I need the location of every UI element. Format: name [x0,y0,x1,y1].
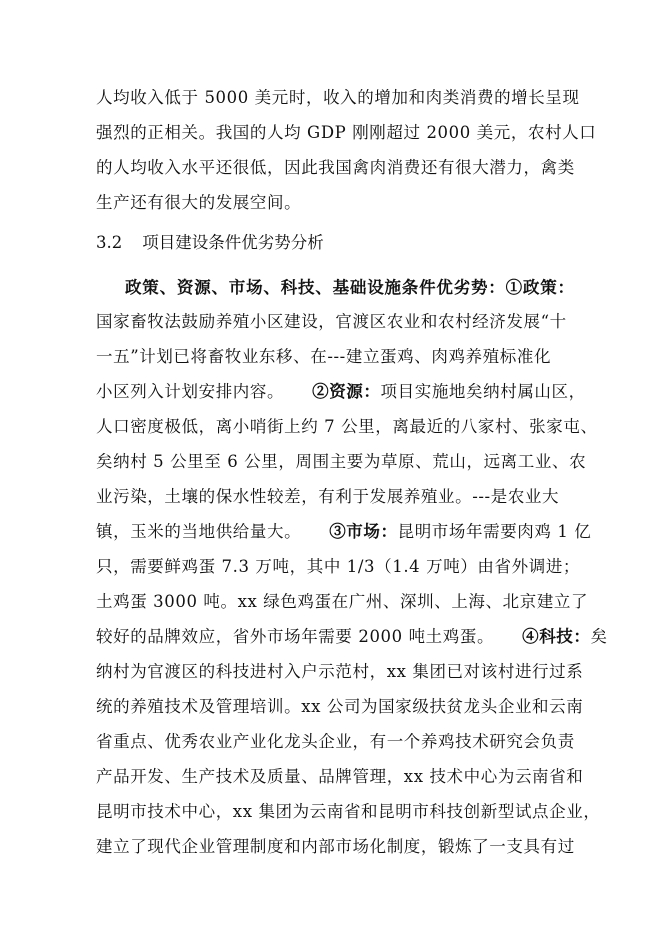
resource-label: ②资源： [312,382,381,401]
paragraph-line: 产品开发、生产技术及质量、品牌管理，xx 技术中心为云南省和 [96,767,584,786]
paragraph-line: 国家畜牧法鼓励养殖小区建设，官渡区农业和农村经济发展“十 [96,312,567,331]
paragraph-line: 生产还有很大的发展空间。 [96,193,302,212]
line-text: 镇，玉米的当地供给量大。 [96,522,302,541]
line-text: 项目实施地矣纳村属山区， [380,382,586,401]
paragraph-line: 只，需要鲜鸡蛋 7.3 万吨，其中 1/3（1.4 万吨）由省外调进； [96,557,581,576]
paragraph-line: 人口密度极低，离小哨街上约 7 公里，离最近的八家村、张家屯、 [96,417,598,436]
paragraph-line: 土鸡蛋 3000 吨。xx 绿色鸡蛋在广州、深圳、上海、北京建立了 [96,592,589,611]
line-text: 昆明市场年需要肉鸡 1 亿 [397,522,592,541]
paragraph-line: 强烈的正相关。我国的人均 GDP 刚刚超过 2000 美元，农村人口 [96,123,597,142]
line-text: 矣 [590,627,608,646]
paragraph-line: 一五”计划已将畜牧业东移、在---建立蛋鸡、肉鸡养殖标准化 [96,347,552,366]
section-heading [96,232,324,254]
market-label: ③市场： [329,522,398,541]
lead-text: 政策、资源、市场、科技、基础设施条件优劣势： [125,278,506,297]
paragraph-line: 省重点、优秀农业产业化龙头企业，有一个养鸡技术研究会负责 [96,732,575,751]
paragraph-line: 人均收入低于 5000 美元时，收入的增加和肉类消费的增长呈现 [96,88,580,107]
section-title: 项目建设条件优劣势分析 [142,233,324,252]
paragraph-lead [125,277,575,299]
line-text: 较好的品牌效应，省外市场年需要 2000 吨土鸡蛋。 [96,627,495,646]
paragraph-line [96,381,586,403]
paragraph-line: 统的养殖技术及管理培训。xx 公司为国家级扶贫龙头企业和云南 [96,697,584,716]
paragraph-line: 昆明市技术中心，xx 集团为云南省和昆明市科技创新型试点企业， [96,802,601,821]
policy-label: ①政策： [505,278,575,297]
paragraph-line [96,626,608,648]
paragraph-line: 纳村为官渡区的科技进村入户示范村，xx 集团已对该村进行过系 [96,662,584,681]
paragraph-line: 业污染，土壤的保水性较差，有利于发展养殖业。---是农业大 [96,487,560,506]
paragraph-line: 建立了现代企业管理制度和内部市场化制度，锻炼了一支具有过 [96,837,575,856]
paragraph-line: 矣纳村 5 公里至 6 公里，周围主要为草原、荒山，远离工业、农 [96,452,587,471]
paragraph-line [96,521,591,543]
line-text: 小区列入计划安排内容。 [96,382,285,401]
paragraph-line: 的人均收入水平还很低，因此我国禽肉消费还有很大潜力，禽类 [96,158,575,177]
tech-label: ④科技： [522,627,591,646]
section-number: 3.2 [96,233,123,252]
